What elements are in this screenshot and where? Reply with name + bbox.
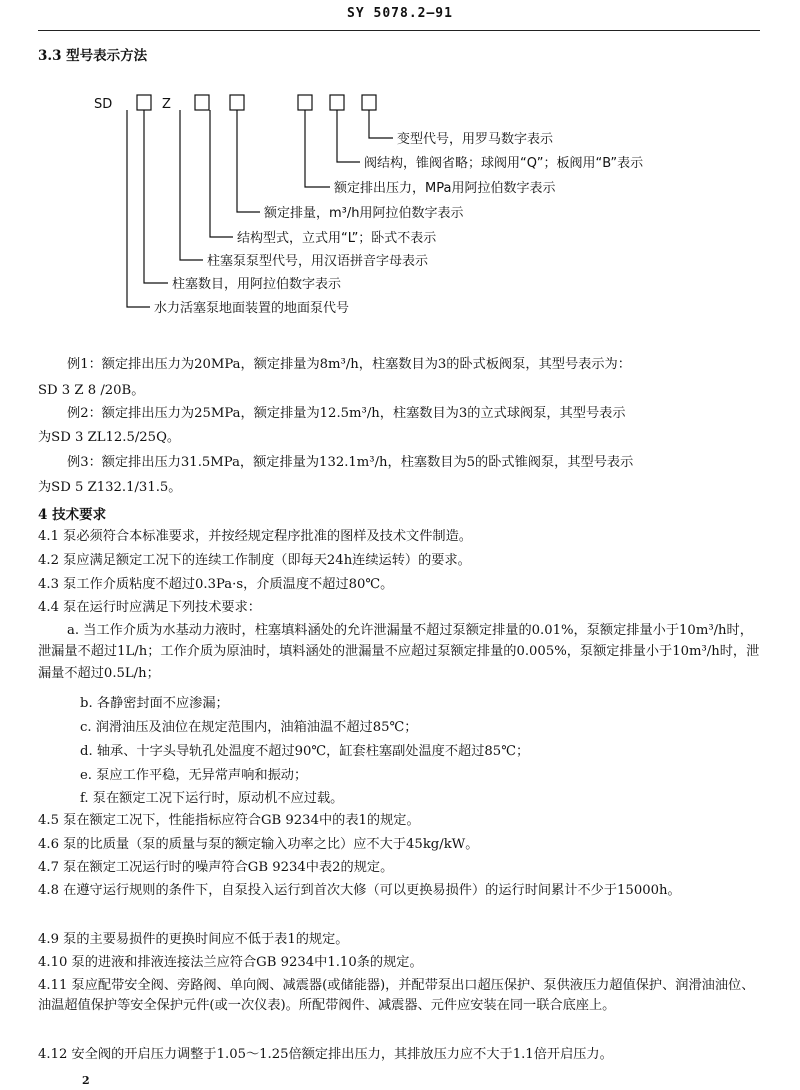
model-part-label: 额定排出压力，MPa用阿拉伯数字表示: [334, 181, 556, 196]
clause-4-4-c: c. 润滑油压及油位在规定范围内，油箱油温不超过85℃；: [80, 720, 418, 735]
example-3-line-1: 例3：额定排出压力31.5MPa，额定排量为132.1m³/h，柱塞数目为5的卧式锥阀泵，其型号表示: [67, 455, 634, 470]
leader-pump-type: [180, 110, 203, 260]
example-3-line-2: 为SD 5 Z132.1/31.5。: [38, 480, 182, 495]
leader-valve: [337, 110, 360, 162]
model-part-label: 阀结构，锥阀省略；球阀用“Q”；板阀用“B”表示: [364, 156, 644, 171]
clause-4-5: 4.5 泵在额定工况下，性能指标应符合GB 9234中的表1的规定。: [38, 813, 420, 828]
clause-4-10: 4.10 泵的进液和排液连接法兰应符合GB 9234中1.10条的规定。: [38, 955, 423, 970]
code-box-plunger-count: [137, 95, 151, 110]
example-1-line-2: SD 3 Z 8 /20B。: [38, 383, 145, 398]
leader-sd: [127, 110, 150, 307]
header-rule: [38, 30, 760, 31]
clause-4-4-f: f. 泵在额定工况下运行时，原动机不应过载。: [80, 791, 344, 806]
code-box-structure: [195, 95, 209, 110]
clause-4-1: 4.1 泵必须符合本标准要求，并按经规定程序批准的图样及技术文件制造。: [38, 529, 472, 544]
leader-pressure: [305, 110, 330, 187]
model-part-label: 额定排量，m³/h用阿拉伯数字表示: [264, 206, 464, 221]
clause-4-9: 4.9 泵的主要易损件的更换时间应不低于表1的规定。: [38, 932, 349, 947]
clause-4-4-d: d. 轴承、十字头导轨孔处温度不超过90℃，缸套柱塞副处温度不超过85℃；: [80, 744, 530, 759]
clause-4-4-e: e. 泵应工作平稳，无异常声响和振动；: [80, 768, 308, 783]
leader-structure: [210, 110, 233, 237]
section-3-3-heading: 3.3 型号表示方法: [38, 48, 148, 64]
clause-4-4: 4.4 泵在运行时应满足下列技术要求：: [38, 600, 261, 615]
leader-displacement: [237, 110, 260, 212]
code-sd: SD: [94, 97, 113, 112]
clause-4-4-b: b. 各静密封面不应渗漏；: [80, 696, 229, 711]
section-4-heading: 4 技术要求: [38, 507, 107, 523]
code-box-variant: [362, 95, 376, 110]
example-1-line-1: 例1：额定排出压力为20MPa，额定排量为8m³/h，柱塞数目为3的卧式板阀泵，其型号表示为：: [67, 357, 631, 372]
page-number: 2: [82, 1074, 90, 1087]
example-2-line-1: 例2：额定排出压力为25MPa，额定排量为12.5m³/h，柱塞数目为3的立式球阀泵，其型号表示: [67, 406, 626, 421]
model-part-label: 柱塞数目，用阿拉伯数字表示: [172, 277, 342, 292]
model-part-label: 柱塞泵泵型代号，用汉语拼音字母表示: [207, 254, 429, 269]
code-box-pressure: [298, 95, 312, 110]
leader-plunger-count: [144, 110, 168, 283]
clause-4-6: 4.6 泵的比质量（泵的质量与泵的额定输入功率之比）应不大于45kg/kW。: [38, 837, 479, 852]
standard-header: SY 5078.2—91: [347, 6, 453, 21]
example-2-line-2: 为SD 3 ZL12.5/25Q。: [38, 430, 181, 445]
model-code-diagram: [0, 80, 800, 330]
clause-4-2: 4.2 泵应满足额定工况下的连续工作制度（即每天24h连续运转）的要求。: [38, 553, 471, 568]
clause-4-12: 4.12 安全阀的开启压力调整于1.05～1.25倍额定排出压力，其排放压力应不大于1.1倍开启压力。: [38, 1047, 613, 1062]
clause-4-3: 4.3 泵工作介质粘度不超过0.3Pa·s，介质温度不超过80℃。: [38, 577, 394, 592]
clause-4-8: 4.8 在遵守运行规则的条件下，自泵投入运行到首次大修（可以更换易损件）的运行时间累计不少于15000h。: [38, 883, 681, 898]
code-box-displacement: [230, 95, 244, 110]
clause-4-4-a: a. 当工作介质为水基动力液时，柱塞填料涵处的允许泄漏量不超过泵额定排量的0.01%，泵额定排量小于10m³/h时，泄漏量不超过1L/h；工作介质为原油时，填料涵处的泄漏量不应超过泵额定排量的0.005%，泵额定排量小于10m³/h时，泄漏量不超过0.5L/h；: [38, 623, 760, 681]
leader-variant: [369, 110, 393, 138]
clause-4-11: 4.11 泵应配带安全阀、旁路阀、单向阀、减震器(或储能器)，并配带泵出口超压保护、泵供液压力超值保护、润滑油油位、油温超值保护等安全保护元件(或一次仪表)。所配带阀件、减震器、元件应安装在同一联合底座上。: [38, 978, 755, 1013]
model-part-label: 水力活塞泵地面装置的地面泵代号: [154, 301, 350, 316]
code-box-valve: [330, 95, 344, 110]
clause-4-7: 4.7 泵在额定工况运行时的噪声符合GB 9234中表2的规定。: [38, 860, 394, 875]
model-part-label: 变型代号，用罗马数字表示: [397, 132, 554, 147]
code-z: Z: [162, 97, 171, 112]
model-part-label: 结构型式，立式用“L”；卧式不表示: [237, 231, 437, 246]
